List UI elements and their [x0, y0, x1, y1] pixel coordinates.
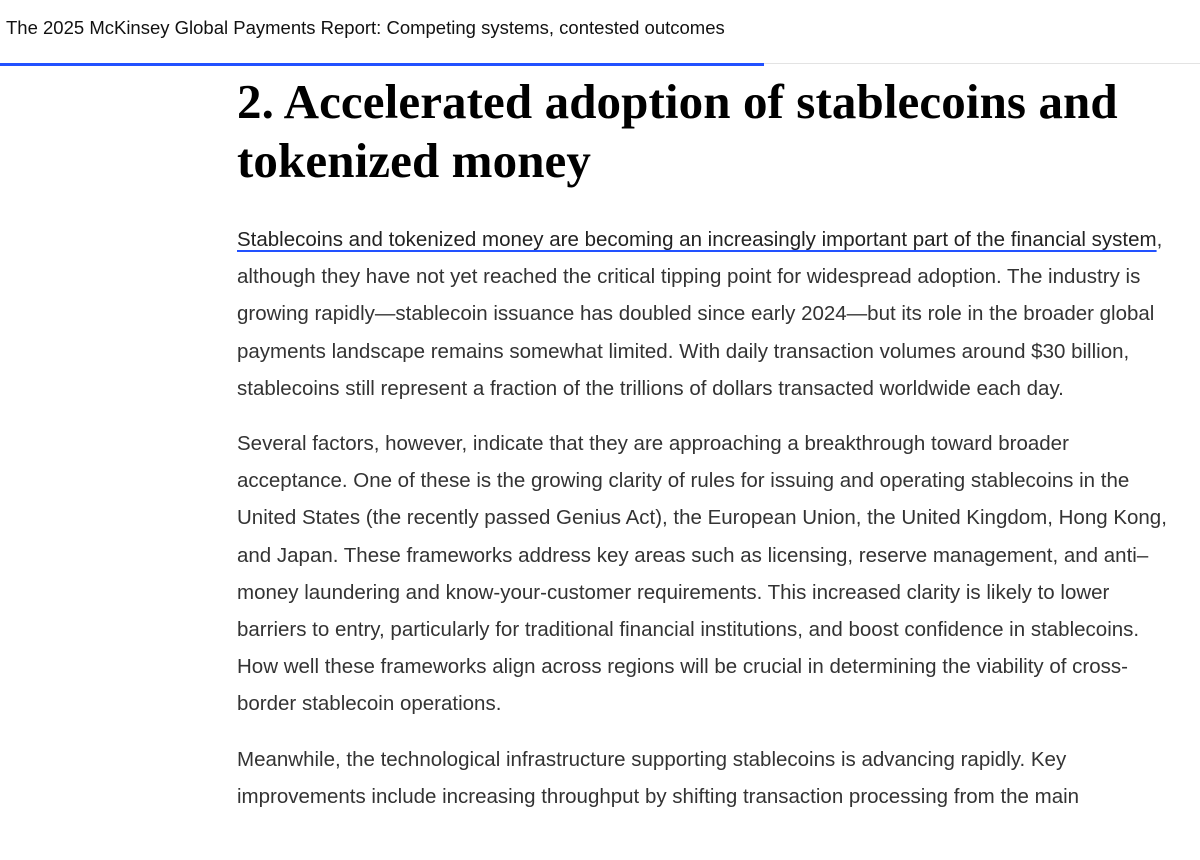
- report-title[interactable]: The 2025 McKinsey Global Payments Report: Competing systems, contested outcomes: [6, 17, 725, 38]
- article-paragraph: [237, 221, 1177, 407]
- article-body: [237, 72, 1177, 815]
- section-heading: 2. Accelerated adoption of stablecoins and tokenized money: [237, 74, 1118, 188]
- reading-progress-fill: [0, 63, 764, 66]
- article-paragraph: Meanwhile, the technological infrastructure supporting stablecoins is advancing rapidly. Key improvements include increasing throughput by shifting transaction processing from the main: [237, 747, 1080, 808]
- inline-link-stablecoins[interactable]: Stablecoins and tokenized money are becoming an increasingly important part of the financial system: [237, 228, 1157, 251]
- reading-progress-bar: [0, 63, 1200, 66]
- article-paragraph: Several factors, however, indicate that they are approaching a breakthrough toward broader acceptance. One of these is the growing clarity of rules for issuing and operating stablecoins in the United States (the recently passed Genius Act), the European Union, the United Kingdom, Hong Kong, and Japan. These frameworks address key areas such as licensing, reserve management, and anti–money laundering and know-your-customer requirements. This increased clarity is likely to lower barriers to entry, particularly for traditional financial institutions, and boost confidence in stablecoins. How well these frameworks align across regions will be crucial in determining the viability of cross-border stablecoin operations.: [237, 432, 1167, 716]
- sticky-header: [0, 0, 1200, 64]
- paragraph-text: , although they have not yet reached the critical tipping point for widespread adoption. The industry is growing rapidly—stablecoin issuance has doubled since early 2024—but its role in the broader global payments landscape remains somewhat limited. With daily transaction volumes around $30 billion, stablecoins still represent a fraction of the trillions of dollars transacted worldwide each day.: [237, 228, 1163, 400]
